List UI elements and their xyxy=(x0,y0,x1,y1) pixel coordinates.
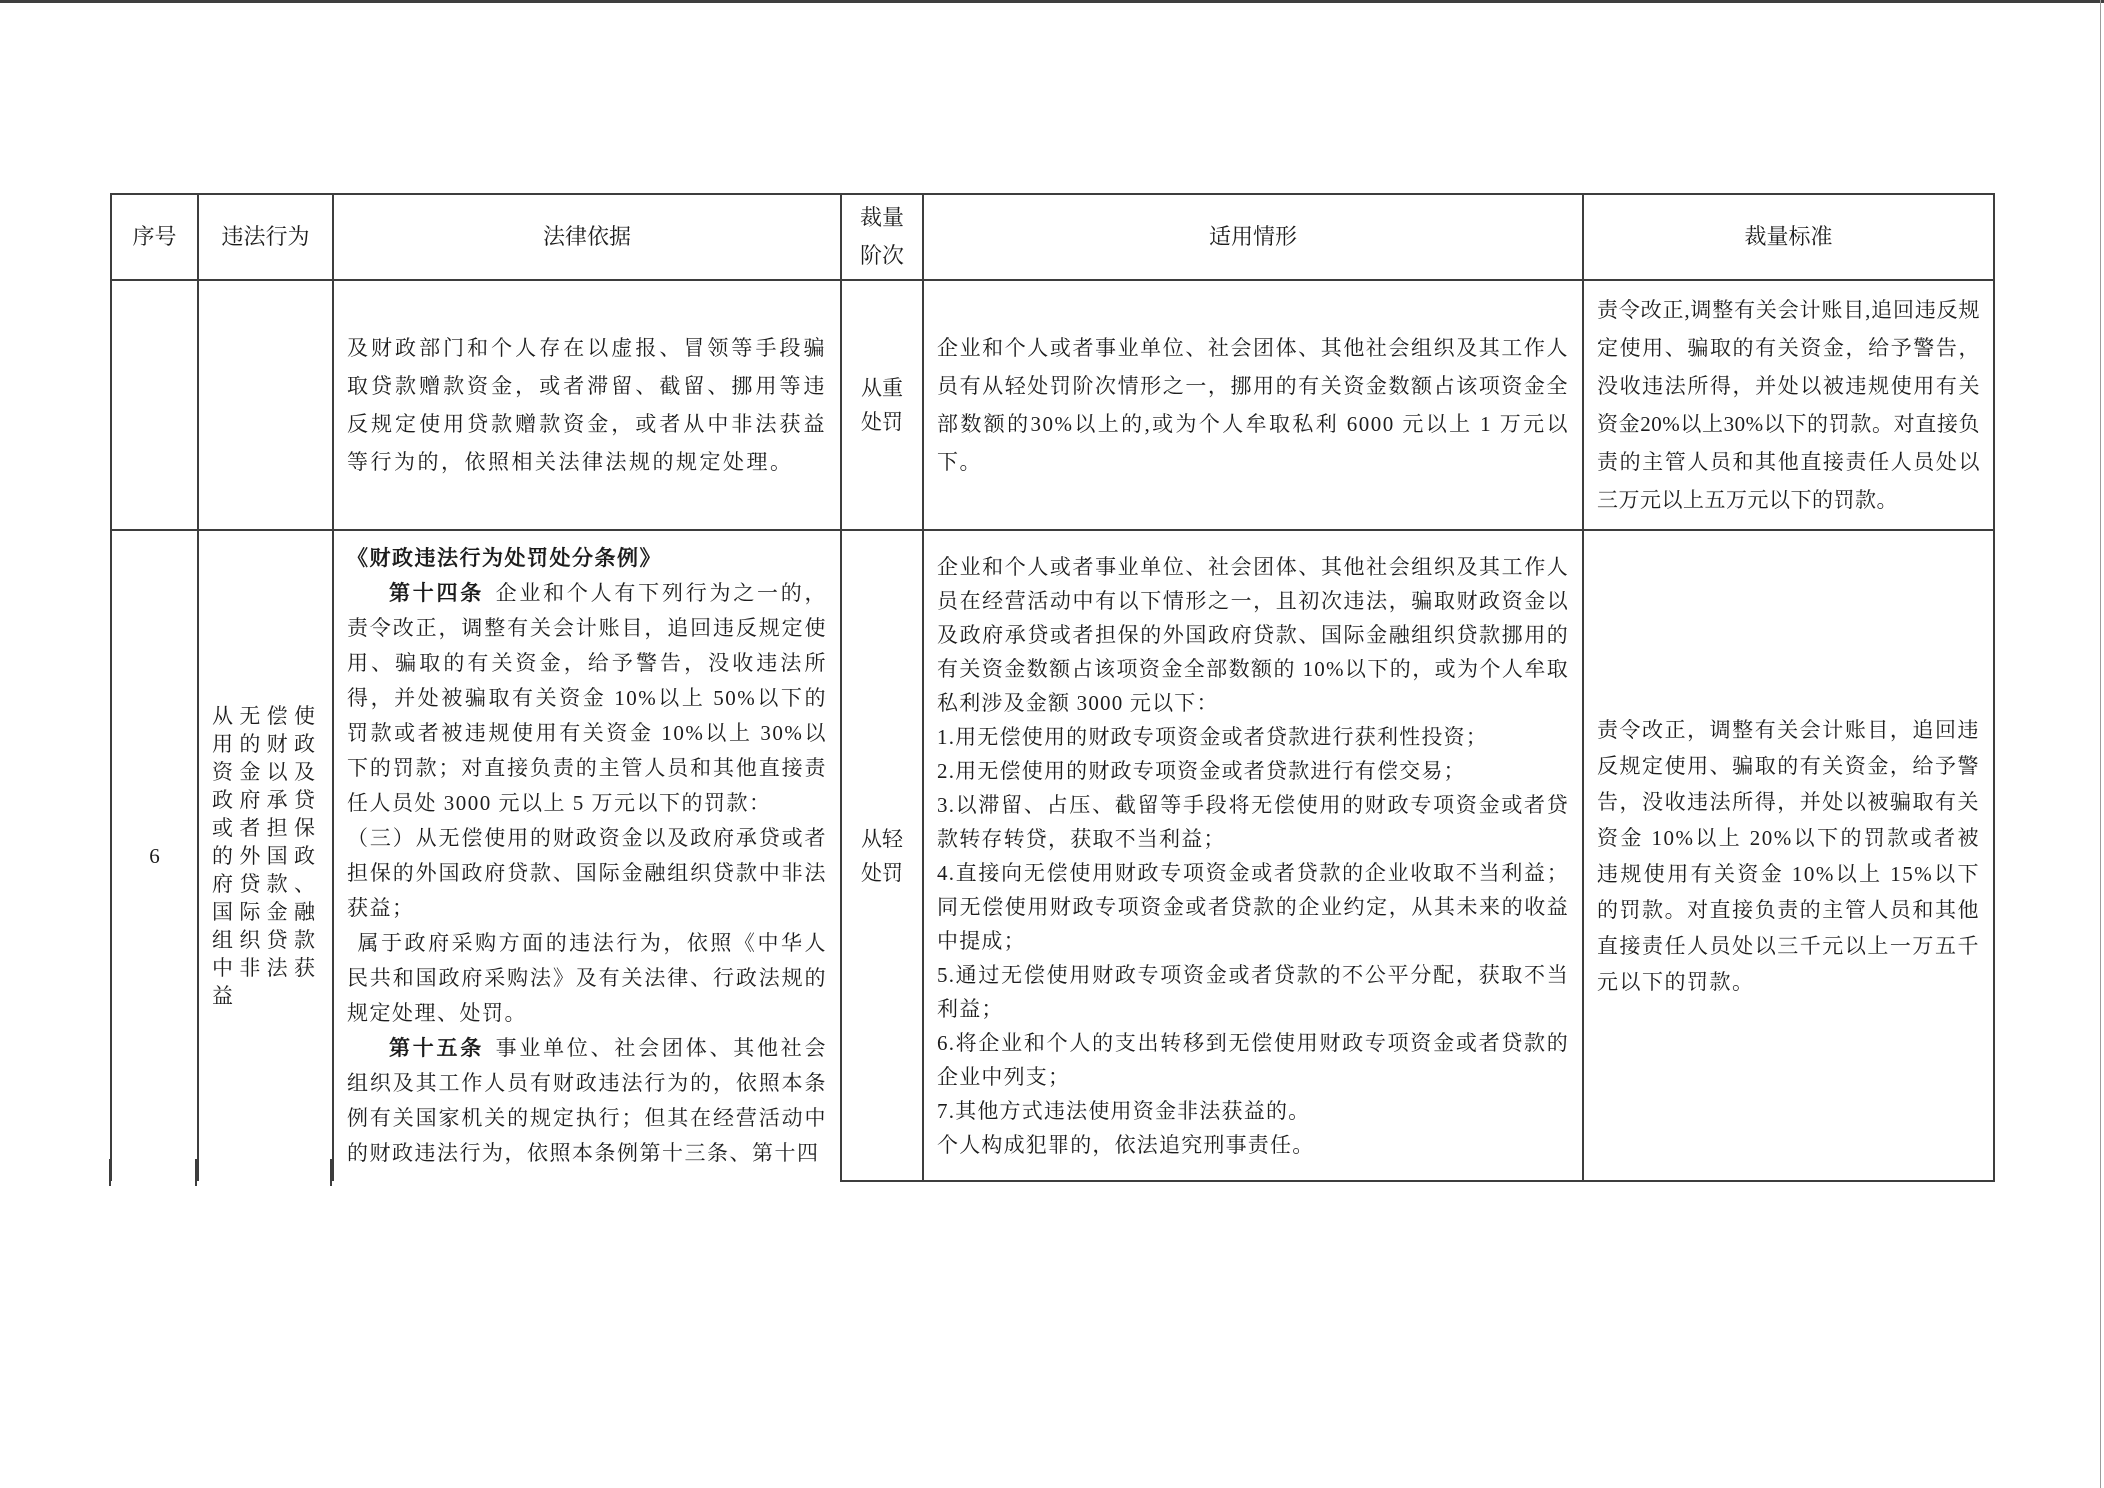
continuation-border-stub-behavior xyxy=(330,1159,332,1186)
header-cell-legal-basis: 法律依据 xyxy=(333,194,841,280)
situation-item-7: 7.其他方式违法使用资金非法获益的。 xyxy=(937,1098,1311,1123)
legal-article-15 xyxy=(347,1031,827,1171)
carryover-situation-cell: 企业和个人或者事业单位、社会团体、其他社会组织及其工作人员有从轻处罚阶次情形之一，挪用的有关资金数额占该项资金全部数额的30%以上的,或为个人牟取私利 6000 元以上 1 万元以下。 xyxy=(923,280,1583,530)
legal-article-15-text: 事业单位、社会团体、其他社会组织及其工作人员有财政违法行为的，依照本条例有关国家机关的规定执行；但其在经营活动中的财政违法行为，依照本条例第十三条、第十四 xyxy=(347,1036,828,1165)
header-tier-line1: 裁量 xyxy=(859,205,904,230)
carryover-tier-cell xyxy=(841,280,923,530)
penalty-discretion-table xyxy=(110,193,1995,1182)
situation-item-6: 6.将企业和个人的支出转移到无偿使用财政专项资金或者贷款的企业中列支； xyxy=(937,1030,1569,1089)
header-tier-line2: 阶次 xyxy=(859,243,904,268)
row6-standard-cell: 责令改正，调整有关会计账目，追回违反规定使用、骗取的有关资金，给予警告，没收违法所得，并处以被骗取有关资金 10%以上 20%以下的罚款或者被违规使用有关资金 10%以上 15%以下的罚款。对直接负责的主管人员和其他直接责任人员处以三千元以上一万五千元以下的罚款。 xyxy=(1583,530,1994,1181)
row6-seq-cell: 6 xyxy=(111,530,198,1181)
carryover-legal-basis-cell: 及财政部门和个人存在以虚报、冒领等手段骗取贷款赠款资金，或者滞留、截留、挪用等违反规定使用贷款赠款资金，或者从中非法获益等行为的，依照相关法律法规的规定处理。 xyxy=(333,280,841,530)
row6-legal-basis-cell xyxy=(333,530,841,1181)
carryover-seq-cell-empty xyxy=(111,280,198,530)
header-cell-discretion-tier xyxy=(841,194,923,280)
row6-situation-cell xyxy=(923,530,1583,1181)
continuation-border-stub-seq xyxy=(195,1159,197,1186)
legal-regulation-title: 《财政违法行为处罚处分条例》 xyxy=(347,546,662,570)
situation-item-2: 2.用无偿使用的财政专项资金或者贷款进行有偿交易； xyxy=(937,758,1466,783)
situation-item-1: 1.用无偿使用的财政专项资金或者贷款进行获利性投资； xyxy=(937,724,1488,749)
carryover-standard-cell: 责令改正,调整有关会计账目,追回违反规定使用、骗取的有关资金，给予警告，没收违法所得，并处以被违规使用有关资金20%以上30%以下的罚款。对直接负责的主管人员和其他直接责任人员处以三万元以上五万元以下的罚款。 xyxy=(1583,280,1994,530)
header-cell-standard: 裁量标准 xyxy=(1583,194,1994,280)
carryover-behavior-cell-empty xyxy=(198,280,333,530)
header-cell-behavior: 违法行为 xyxy=(198,194,333,280)
carryover-tier-line1: 从重 xyxy=(861,376,903,400)
legal-article-14-item3: （三）从无偿使用的财政资金以及政府承贷或者担保的外国政府贷款、国际金融组织贷款中非法获益； xyxy=(347,826,827,920)
carryover-tier-line2: 处罚 xyxy=(861,410,903,434)
header-cell-situation: 适用情形 xyxy=(923,194,1583,280)
page-top-edge-line xyxy=(0,0,2104,3)
table-header-row xyxy=(111,194,1994,280)
row-6 xyxy=(111,530,1994,1181)
continuation-border-stub-left xyxy=(109,1159,111,1186)
legal-article-14-label: 第十四条 xyxy=(389,581,485,605)
carryover-row xyxy=(111,280,1994,530)
situation-item-3: 3.以滞留、占压、截留等手段将无偿使用的财政专项资金或者贷款转存转贷，获取不当利益； xyxy=(937,792,1569,851)
situation-intro: 企业和个人或者事业单位、社会团体、其他社会组织及其工作人员在经营活动中有以下情形之一，且初次违法，骗取财政资金以及政府承贷或者担保的外国政府贷款、国际金融组织贷款挪用的有关资金数额占该项资金全部数额的 10%以下的，或为个人牟取私利涉及金额 3000 元以下： xyxy=(937,554,1569,715)
legal-article-14-text: 企业和个人有下列行为之一的，责令改正，调整有关会计账目，追回违反规定使用、骗取的有关资金，给予警告，没收违法所得，并处被骗取有关资金 10%以上 50%以下的罚款或者被违规使用有关资金 10%以上 30%以下的罚款；对直接负责的主管人员和其他直接责任人员处 3000 元以上 5 万元以下的罚款： xyxy=(347,581,828,815)
row6-tier-line1: 从轻 xyxy=(861,826,903,851)
legal-article-14 xyxy=(347,576,827,821)
page-right-edge-line xyxy=(2100,0,2101,1488)
row6-behavior-cell: 从无偿使用的财政资金以及政府承贷或者担保的外国政府贷款、国际金融组织贷款中非法获益 xyxy=(198,530,333,1181)
header-cell-seq: 序号 xyxy=(111,194,198,280)
legal-procurement-note: 属于政府采购方面的违法行为，依照《中华人民共和国政府采购法》及有关法律、行政法规的规定处理、处罚。 xyxy=(347,931,827,1025)
situation-tail: 个人构成犯罪的，依法追究刑事责任。 xyxy=(937,1132,1315,1157)
situation-item-5: 5.通过无偿使用财政专项资金或者贷款的不公平分配，获取不当利益； xyxy=(937,962,1569,1021)
row6-tier-line2: 处罚 xyxy=(861,860,903,885)
row6-tier-cell xyxy=(841,530,923,1181)
legal-article-15-label: 第十五条 xyxy=(389,1036,485,1060)
situation-item-4: 4.直接向无偿使用财政专项资金或者贷款的企业收取不当利益；同无偿使用财政专项资金或者贷款的企业约定，从其未来的收益中提成； xyxy=(937,860,1569,953)
